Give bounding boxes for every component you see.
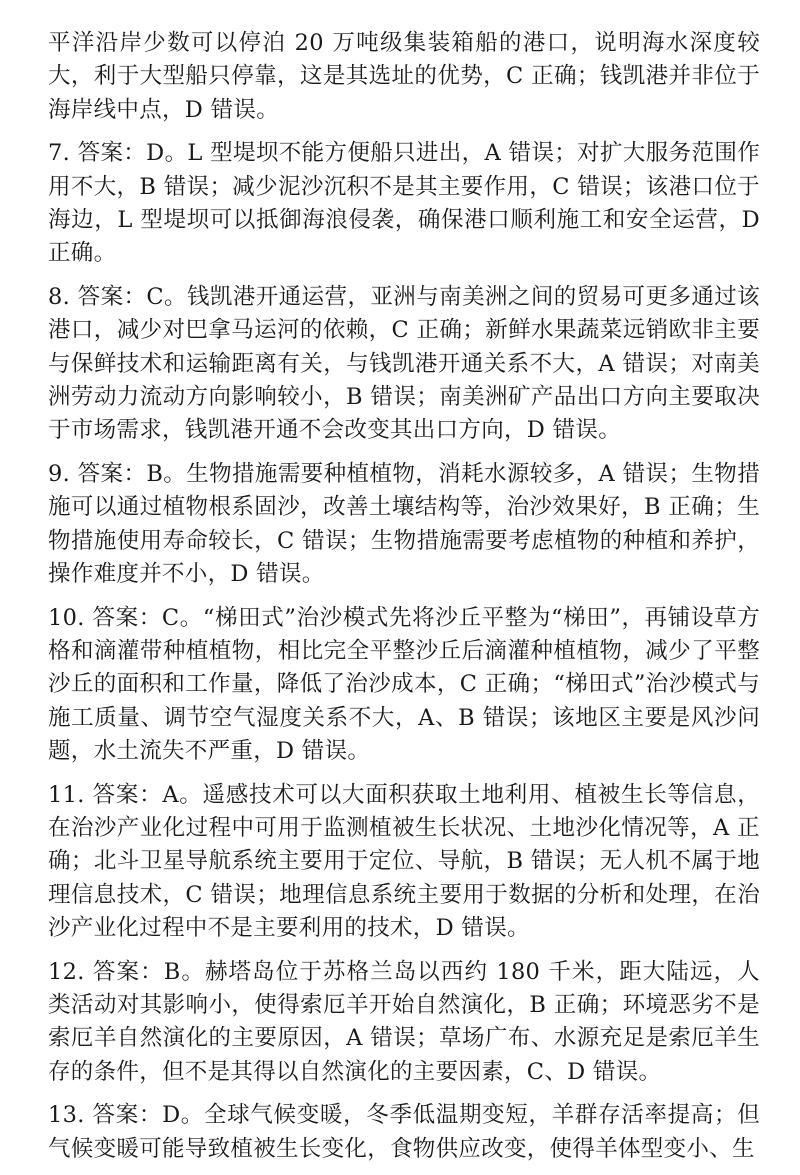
answer-10: 10. 答案：C。“梯田式”治沙模式先将沙丘平整为“梯田”，再铺设草方格和滴灌带种植植物，相比完全平整沙丘后滴灌种植植物，减少了平整沙丘的面积和工作量，降低了治沙成本，C 正确；“梯田式”治沙模式与施工质量、调节空气湿度关系不大，A、B 错误；该地区主要是风沙问题，水土流失不严重，D 错误。 (48, 604, 760, 765)
paragraph-continuation: 平洋沿岸少数可以停泊 20 万吨级集装箱船的港口，说明海水深度较大，利于大型船只停靠，这是其选址的优势，C 正确；钱凯港并非位于海岸线中点，D 错误。 (48, 30, 760, 123)
answer-11: 11. 答案：A。遥感技术可以大面积获取土地利用、植被生长等信息，在治沙产业化过程中可用于监测植被生长状况、土地沙化情况等，A 正确；北斗卫星导航系统主要用于定位、导航，B 错误；无人机不属于地理信息技术，C 错误；地理信息系统主要用于数据的分析和处理，在治沙产业化过程中不是主要利用的技术，D 错误。 (48, 781, 760, 942)
answer-13: 13. 答案：D。全球气候变暖，冬季低温期变短，羊群存活率提高；但气候变暖可能导致植被生长变化，食物供应改变，使得羊体型变小、生 (48, 1102, 760, 1162)
answer-7: 7. 答案：D。L 型堤坝不能方便船只进出，A 错误；对扩大服务范围作用不大，B 错误；减少泥沙沉积不是其主要作用，C 错误；该港口位于海边，L 型堤坝可以抵御海浪侵袭，确保港口顺利施工和安全运营，D 正确。 (48, 140, 760, 267)
answer-9: 9. 答案：B。生物措施需要种植植物，消耗水源较多，A 错误；生物措施可以通过植物根系固沙，改善土壤结构等，治沙效果好，B 正确；生物措施使用寿命较长，C 错误；生物措施需要考虑植物的种植和养护，操作难度并不小，D 错误。 (48, 460, 760, 588)
document-page (48, 27, 760, 1166)
answer-8: 8. 答案：C。钱凯港开通运营，亚洲与南美洲之间的贸易可更多通过该港口，减少对巴拿马运河的依赖，C 正确；新鲜水果蔬菜远销欧非主要与保鲜技术和运输距离有关，与钱凯港开通关系不大，A 错误；对南美洲劳动力流动方向影响较小，B 错误；南美洲矿产品出口方向主要取决于市场需求，钱凯港开通不会改变其出口方向，D 错误。 (48, 283, 760, 444)
answer-12: 12. 答案：B。赫塔岛位于苏格兰岛以西约 180 千米，距大陆远，人类活动对其影响小，使得索厄羊开始自然演化，B 正确；环境恶劣不是索厄羊自然演化的主要原因，A 错误；草场广布、水源充足是索厄羊生存的条件，但不是其得以自然演化的主要因素，C、D 错误。 (48, 958, 760, 1085)
